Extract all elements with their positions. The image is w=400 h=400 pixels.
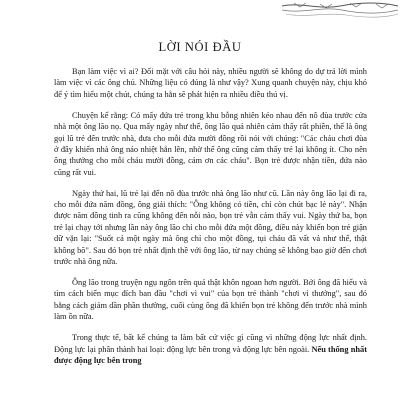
paragraph-3: Ngày thứ hai, lũ trẻ lại đến nô đùa trước nhà ông lão như cũ. Lần này ông lão lại đi ra, cho mỗi đứa năm đồng, ông giải thích: "Ông không có tiền, chỉ còn chút bạc lẻ này". Nhận được năm đồng tinh ra cũng không đến nỗi nào, bọn trẻ vẫn cảm thấy vui. Ngày thứ ba, bọn trẻ lại chạy tới nhưng lần này ông lão chỉ cho mỗi đứa một đồng, điều này khiến bọn trẻ giận dữ vặn lại: "Suốt cả một ngày mà ông chỉ cho một đồng, tụi cháu đã vất vả như thế, thật không bõ". Sau đó bọn trẻ nhất định thề với ông lão, từ nay chúng sẽ không bao giờ đến chơi trước nhà ông nữa. [54, 188, 367, 267]
paragraph-4: Ông lão trong truyện ngụ ngôn trên quả thật khôn ngoan hơn người. Bởi ông đã hiểu và tìm cách biến mục đích ban đầu "chơi vì vui" của bọn trẻ thành "chơi vì thưởng", sau đó bằng cách giảm dần phần thưởng, cuối cùng ông đã khiến bọn trẻ không đến trước nhà mình làm ồn nữa. [54, 278, 367, 322]
paragraph-5-text: Trong thực tế, bất kể chúng ta làm bất cứ việc gì cũng vì những động lực nhất định. Động lực lại phân thành hai loại: động lực bên trong và động lực bên ngoài. [54, 333, 367, 354]
paragraph-5 [54, 332, 367, 366]
paragraph-5-bold-text: Nếu thống nhất được động lực bên trong [54, 344, 367, 365]
body-text [54, 66, 367, 376]
header-ornament [280, 0, 400, 20]
paragraph-1: Bạn làm việc vì ai? Đối mặt với câu hỏi này, nhiều người sẽ không do dự trả lời mình làm việc vì các ông chủ. Những liệu có đúng là như vậy? Xung quanh chuyện này, chịu khó để ý tìm hiểu một chút, chúng ta hẳn sẽ phát hiện ra nhiều điều thú vị. [54, 67, 367, 99]
paragraph-2: Chuyện kể rằng: Có mấy đứa trẻ trong khu bỗng nhiên kéo nhau đến nô đùa trước cửa nhà một ông lão nọ. Qua mấy ngày như thế, ông lão quả nhiên cảm thấy rất phiền, thế là ông gọi lũ trẻ đến trước nhà, đưa cho mỗi đứa mười đồng rồi nói với chúng: "Các cháu chơi đùa ở đây khiến nhà ông náo nhiệt hẳn lên, nhờ thế ông cũng cảm thấy trẻ lại không ít. Cho nên ông thưởng cho mỗi cháu mười đồng, cảm ơn các cháu". Bọn trẻ được nhận tiền, đứa nào cũng rất vui. [54, 110, 367, 177]
page-title: LỜI NÓI ĐẦU [158, 40, 242, 54]
